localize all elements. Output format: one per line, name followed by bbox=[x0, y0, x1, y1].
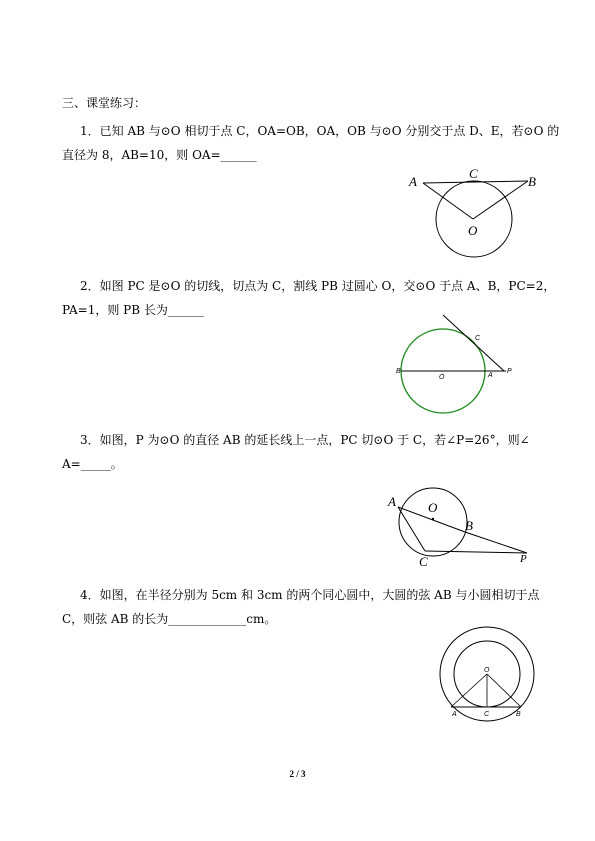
section-title: 三、课堂练习： bbox=[62, 96, 147, 110]
label-o: O bbox=[439, 374, 445, 381]
label-b: B bbox=[396, 368, 401, 375]
label-o: O bbox=[468, 223, 478, 238]
problem-1-line-2: 直径为 8，AB=10，则 OA=______ bbox=[62, 148, 257, 162]
label-c: C bbox=[469, 166, 478, 181]
problem-3-line-2: A=_____。 bbox=[62, 457, 123, 471]
problem-3-line-1: 3．如图，P 为⊙O 的直径 AB 的延长线上一点，PC 切⊙O 于 C，若∠P=26°，则∠ bbox=[80, 433, 530, 447]
problem-4-line-1: 4．如图，在半径分别为 5cm 和 3cm 的两个同心圆中，大圆的弦 AB 与小圆相切于点 bbox=[80, 588, 540, 602]
label-o: O bbox=[428, 500, 438, 515]
label-c: C bbox=[484, 711, 490, 718]
label-b: B bbox=[516, 711, 521, 718]
label-b: B bbox=[465, 518, 473, 533]
label-a: A bbox=[388, 494, 396, 509]
label-p: P bbox=[520, 553, 527, 565]
label-o: O bbox=[484, 667, 490, 674]
problem-2-line-2: PA=1，则 PB 长为______ bbox=[62, 303, 204, 317]
problem-2-line-1: 2．如图 PC 是⊙O 的切线，切点为 C，割线 PB 过圆心 O，交⊙O 于点 A、B，PC=2， bbox=[80, 279, 556, 293]
page-number: 2 / 3 bbox=[289, 769, 306, 779]
label-p: P bbox=[507, 368, 512, 375]
label-c: C bbox=[419, 554, 428, 569]
label-a: A bbox=[488, 372, 493, 379]
problem-1-line-1: 1．已知 AB 与⊙O 相切于点 C，OA=OB，OA，OB 与⊙O 分别交于点 D、E，若⊙O 的 bbox=[80, 124, 560, 138]
label-c: C bbox=[475, 335, 481, 342]
label-b: B bbox=[528, 174, 536, 189]
label-a: A bbox=[452, 711, 457, 718]
problem-4-line-2: C，则弦 AB 的长为_____________cm。 bbox=[62, 612, 277, 626]
label-a: A bbox=[409, 174, 417, 189]
